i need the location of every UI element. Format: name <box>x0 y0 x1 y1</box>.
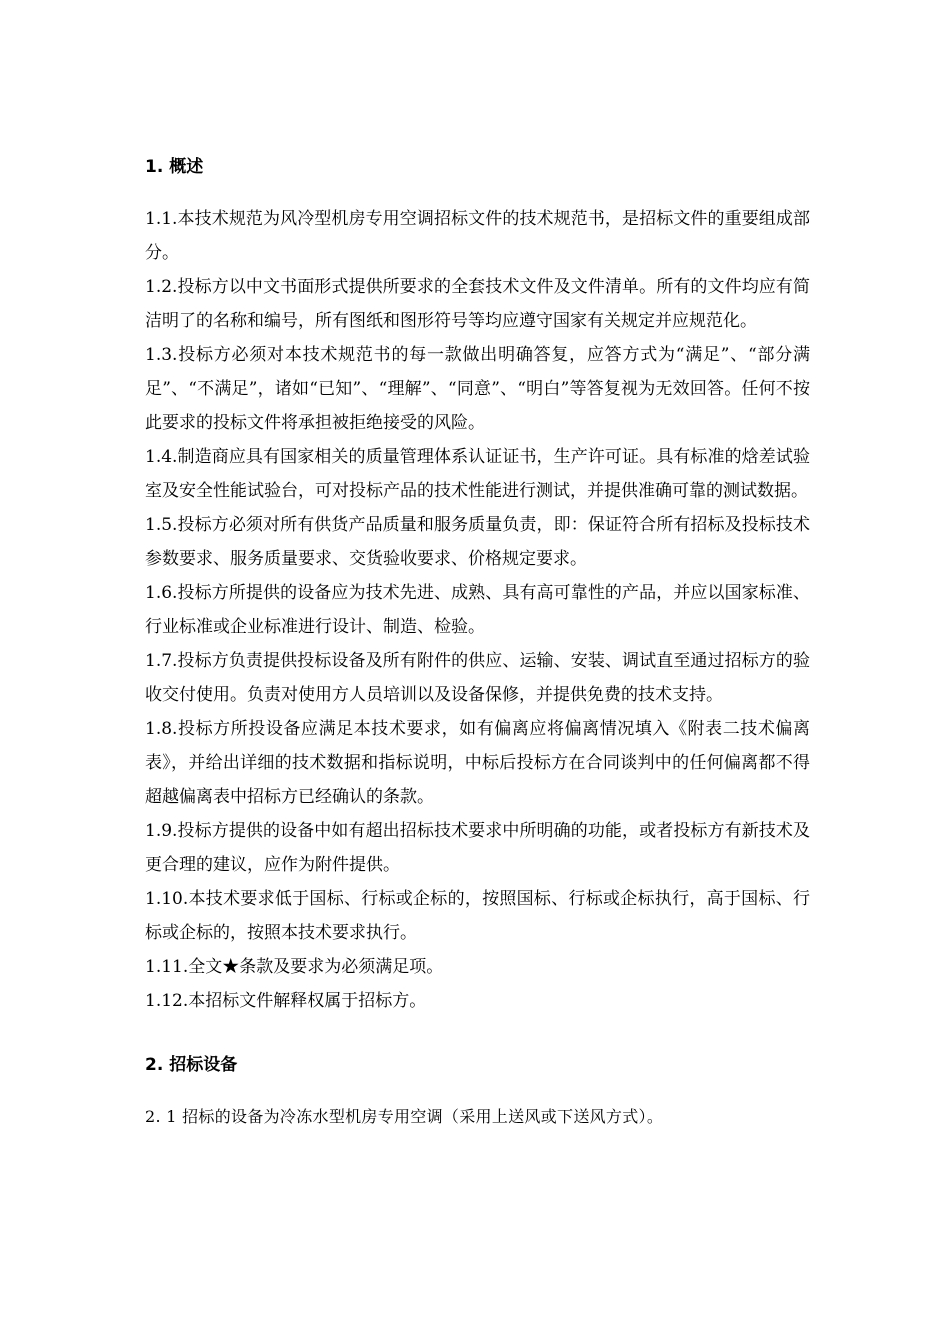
paragraph-1-12: 1.12.本招标文件解释权属于招标方。 <box>145 991 427 1011</box>
paragraph-1-4: 1.4.制造商应具有国家相关的质量管理体系认证证书，生产许可证。具有标准的焓差试验室及安全性能试验台，可对投标产品的技术性能进行测试，并提供准确可靠的测试数据。 <box>145 447 810 501</box>
paragraph-1-9: 1.9.投标方提供的设备中如有超出招标技术要求中所明确的功能，或者投标方有新技术及更合理的建议，应作为附件提供。 <box>145 821 810 875</box>
paragraph-1-7: 1.7.投标方负责提供投标设备及所有附件的供应、运输、安装、调试直至通过招标方的验收交付使用。负责对使用方人员培训以及设备保修，并提供免费的技术支持。 <box>145 651 810 705</box>
paragraph-1-10: 1.10.本技术要求低于国标、行标或企标的，按照国标、行标或企标执行，高于国标、行标或企标的，按照本技术要求执行。 <box>145 889 810 943</box>
document-body <box>145 150 810 1134</box>
paragraph-1-8: 1.8.投标方所投设备应满足本技术要求，如有偏离应将偏离情况填入《附表二技术偏离表》，并给出详细的技术数据和指标说明，中标后投标方在合同谈判中的任何偏离都不得超越偏离表中招标方已经确认的条款。 <box>145 719 810 807</box>
section-2-heading: 2. 招标设备 <box>145 1055 238 1075</box>
section-1-heading: 1. 概述 <box>145 157 204 177</box>
paragraph-1-11: 1.11.全文★条款及要求为必须满足项。 <box>145 957 444 977</box>
paragraph-1-5: 1.5.投标方必须对所有供货产品质量和服务质量负责，即：保证符合所有招标及投标技术参数要求、服务质量要求、交货验收要求、价格规定要求。 <box>145 515 810 569</box>
paragraph-1-3: 1.3.投标方必须对本技术规范书的每一款做出明确答复，应答方式为“满足”、“部分满足”、“不满足”，诸如“已知”、“理解”、“同意”、“明白”等答复视为无效回答。任何不按此要求的投标文件将承担被拒绝接受的风险。 <box>145 345 810 433</box>
paragraph-1-2: 1.2.投标方以中文书面形式提供所要求的全套技术文件及文件清单。所有的文件均应有简洁明了的名称和编号，所有图纸和图形符号等均应遵守国家有关规定并应规范化。 <box>145 277 810 331</box>
paragraph-1-1: 1.1.本技术规范为风冷型机房专用空调招标文件的技术规范书，是招标文件的重要组成部分。 <box>145 209 810 263</box>
paragraph-1-6: 1.6.投标方所提供的设备应为技术先进、成熟、具有高可靠性的产品，并应以国家标准、行业标准或企业标准进行设计、制造、检验。 <box>145 583 810 637</box>
paragraph-2-1: 2. 1 招标的设备为冷冻水型机房专用空调（采用上送风或下送风方式）。 <box>145 1107 664 1126</box>
